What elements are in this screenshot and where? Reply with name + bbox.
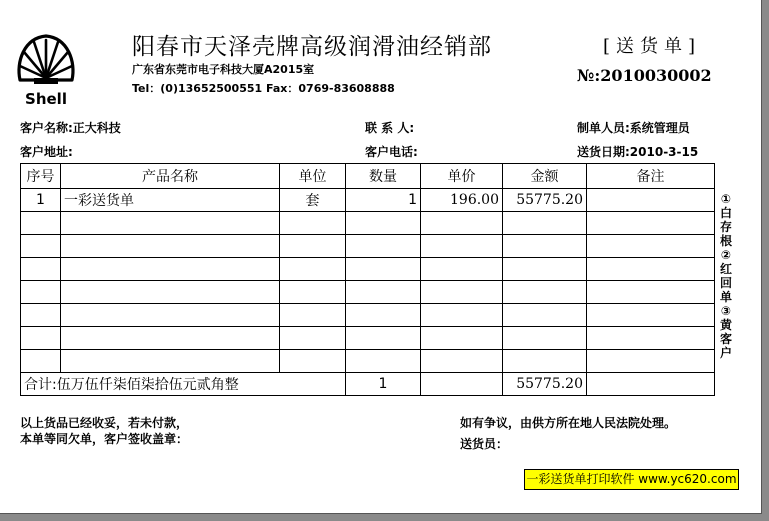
cell-index: 1	[21, 189, 61, 212]
table-row	[21, 258, 715, 281]
cell-price	[421, 304, 503, 327]
cell-index	[21, 350, 61, 373]
col-header-remark: 备注	[587, 164, 715, 189]
cell-product: 一彩送货单	[61, 189, 280, 212]
deliverer-label: 送货员：	[460, 437, 509, 451]
cell-price	[421, 258, 503, 281]
side-note-char: 红	[719, 262, 732, 276]
table-row	[21, 327, 715, 350]
cell-index	[21, 327, 61, 350]
cell-unit	[280, 350, 346, 373]
side-note-char: ②	[720, 248, 732, 262]
total-price-cell	[421, 373, 503, 396]
table-row	[21, 304, 715, 327]
cell-index	[21, 304, 61, 327]
cell-amount	[503, 281, 587, 304]
cell-product	[61, 327, 280, 350]
cell-qty	[346, 235, 421, 258]
cell-remark	[587, 189, 715, 212]
cell-price	[421, 235, 503, 258]
table-row	[21, 189, 715, 212]
cell-qty	[346, 212, 421, 235]
cell-index	[21, 281, 61, 304]
cell-index	[21, 235, 61, 258]
customer-phone: 客户电话:	[365, 145, 418, 159]
cell-product	[61, 281, 280, 304]
cell-unit	[280, 258, 346, 281]
cell-unit	[280, 327, 346, 350]
cell-amount	[503, 350, 587, 373]
side-note-char: 存	[719, 220, 732, 234]
cell-price	[421, 327, 503, 350]
delivery-date: 送货日期:2010-3-15	[577, 145, 699, 159]
company-address: 广东省东莞市电子科技大厦A2015室	[132, 63, 315, 76]
cell-amount	[503, 235, 587, 258]
cell-amount	[503, 327, 587, 350]
cell-amount	[503, 212, 587, 235]
document-creator: 制单人员:系统管理员	[577, 121, 690, 135]
side-note-char: 回	[719, 276, 732, 290]
cell-remark	[587, 327, 715, 350]
total-qty: 1	[346, 373, 421, 396]
cell-qty	[346, 281, 421, 304]
side-note-char: 根	[719, 234, 732, 248]
items-table	[20, 163, 715, 396]
cell-remark	[587, 350, 715, 373]
col-header-product: 产品名称	[61, 164, 280, 189]
cell-index	[21, 212, 61, 235]
cell-remark	[587, 304, 715, 327]
copy-distribution-note	[719, 192, 733, 360]
logo-wordmark: Shell	[25, 90, 67, 108]
cell-product	[61, 212, 280, 235]
company-phones: Tel：(0)13652500551 Fax：0769-83608888	[132, 82, 395, 95]
table-row	[21, 235, 715, 258]
receipt-statement-line2: 本单等同欠单，客户签收盖章：	[20, 432, 189, 446]
dispute-clause: 如有争议，由供方所在地人民法院处理。	[460, 416, 677, 430]
col-header-unit: 单位	[280, 164, 346, 189]
table-row	[21, 212, 715, 235]
cell-remark	[587, 212, 715, 235]
cell-unit	[280, 304, 346, 327]
company-title: 阳春市天泽壳牌高级润滑油经销部	[132, 34, 492, 60]
col-header-amount: 金额	[503, 164, 587, 189]
customer-address: 客户地址:	[20, 145, 73, 159]
cell-product	[61, 258, 280, 281]
cell-qty	[346, 258, 421, 281]
cell-product	[61, 350, 280, 373]
customer-name: 客户名称:正大科技	[20, 121, 121, 135]
contact-person: 联 系 人:	[365, 121, 415, 135]
col-header-qty: 数量	[346, 164, 421, 189]
cell-price	[421, 281, 503, 304]
cell-qty	[346, 350, 421, 373]
cell-product	[61, 235, 280, 258]
col-header-price: 单价	[421, 164, 503, 189]
cell-qty	[346, 327, 421, 350]
cell-amount	[503, 258, 587, 281]
receipt-statement-line1: 以上货品已经收妥，若未付款，	[20, 416, 189, 430]
cell-price: 196.00	[421, 189, 503, 212]
side-note-char: ③	[720, 304, 732, 318]
cell-unit	[280, 235, 346, 258]
shell-logo	[14, 28, 78, 108]
cell-remark	[587, 281, 715, 304]
table-row	[21, 281, 715, 304]
total-amount: 55775.20	[503, 373, 587, 396]
total-label: 合计:伍万伍仟柒佰柒拾伍元贰角整	[21, 373, 346, 396]
cell-price	[421, 212, 503, 235]
cell-amount: 55775.20	[503, 189, 587, 212]
cell-qty	[346, 304, 421, 327]
cell-index	[21, 258, 61, 281]
software-badge[interactable]: 一彩送货单打印软件 www.yc620.com	[524, 469, 739, 490]
col-header-index: 序号	[21, 164, 61, 189]
side-note-char: 客	[719, 332, 732, 346]
cell-product	[61, 304, 280, 327]
side-note-char: 黄	[719, 318, 732, 332]
table-row	[21, 350, 715, 373]
cell-qty: 1	[346, 189, 421, 212]
side-note-char: 单	[719, 290, 732, 304]
cell-remark	[587, 235, 715, 258]
cell-price	[421, 350, 503, 373]
cell-unit	[280, 281, 346, 304]
document-number: №:2010030002	[577, 66, 712, 85]
cell-unit	[280, 212, 346, 235]
side-note-char: 户	[719, 346, 732, 360]
side-note-char: ①	[720, 192, 732, 206]
side-note-char: 白	[719, 206, 732, 220]
total-row	[21, 373, 715, 396]
document-type: [送货单]	[603, 36, 702, 57]
cell-unit: 套	[280, 189, 346, 212]
total-remark-cell	[587, 373, 715, 396]
cell-amount	[503, 304, 587, 327]
cell-remark	[587, 258, 715, 281]
table-header-row	[21, 164, 715, 189]
